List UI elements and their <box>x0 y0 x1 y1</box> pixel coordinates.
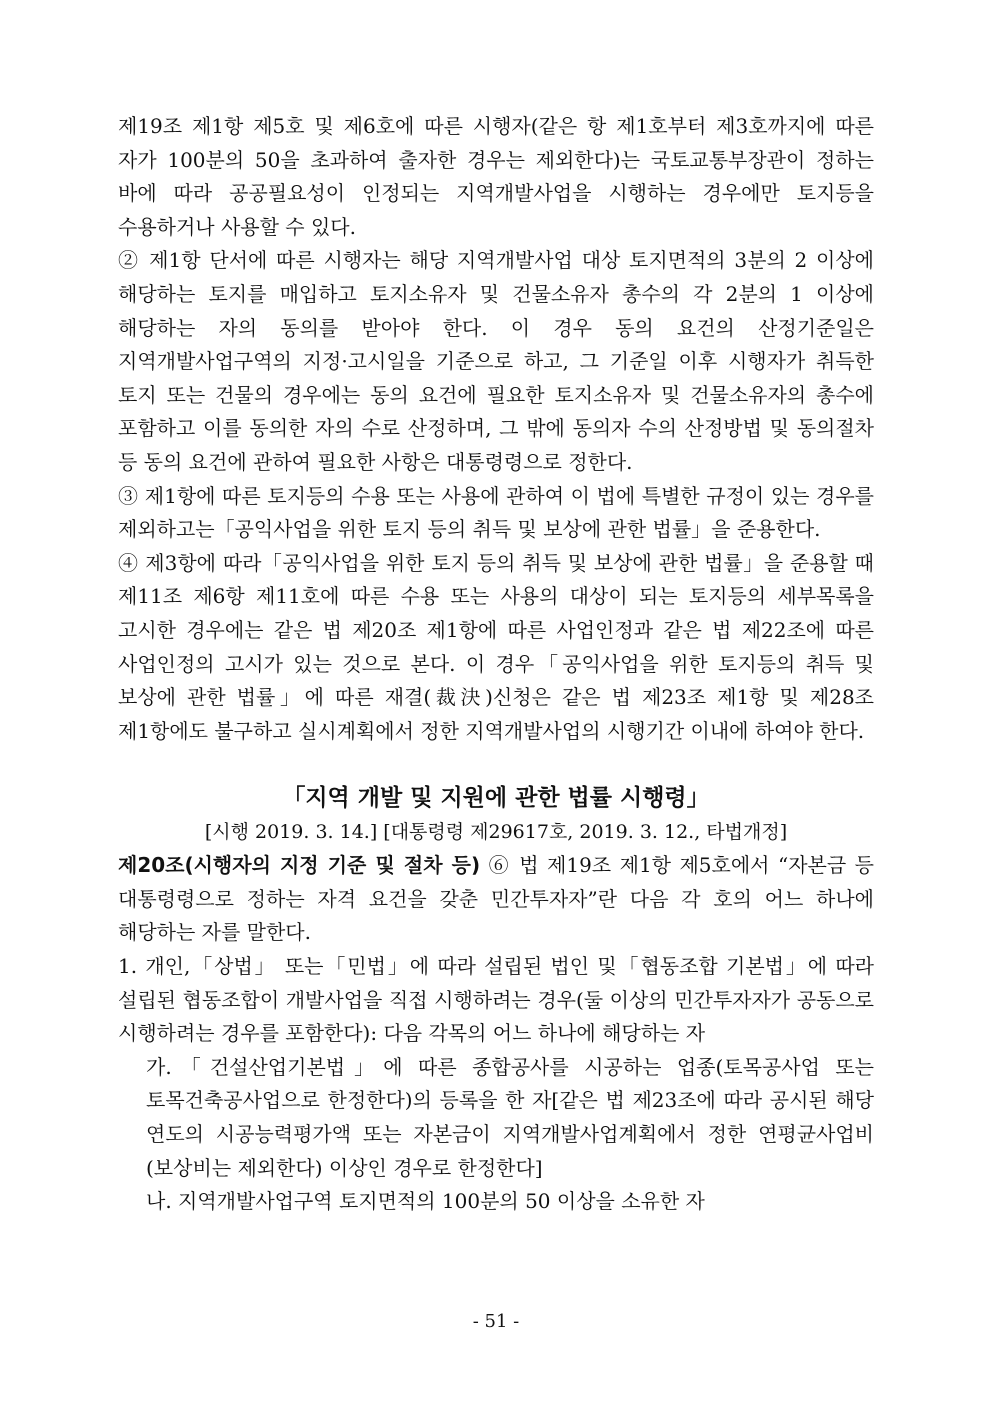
decree-meta: [시행 2019. 3. 14.] [대통령령 제29617호, 2019. 3. 12., 타법개정] <box>204 821 788 844</box>
law-paragraph-3: ③ 제1항에 따른 토지등의 수용 또는 사용에 관하여 이 법에 특별한 규정이 있는 경우를 제외하고는「공익사업을 위한 토지 등의 취득 및 보상에 관한 법률」을 준용한다. <box>118 483 874 542</box>
decree-item-1: 1. 개인,「상법」 또는「민법」에 따라 설립된 법인 및「협동조합 기본법」에 따라 설립된 협동조합이 개발사업을 직접 시행하려는 경우(둘 이상의 민간투자자가 공동으로 시행하려는 경우를 포함한다): 다음 각목의 어느 하나에 해당하는 자 <box>118 954 874 1046</box>
decree-title: 「지역 개발 및 지원에 관한 법률 시행령」 <box>282 785 710 812</box>
law-paragraph-intro: 제19조 제1항 제5호 및 제6호에 따른 시행자(같은 항 제1호부터 제3호까지에 따른 자가 100분의 50을 초과하여 출자한 경우는 제외한다)는 국토교통부장관이 정하는 바에 따라 공공필요성이 인정되는 지역개발사업을 시행하는 경우에만 토지등을 수용하거나 사용할 수 있다. <box>118 114 874 239</box>
page-number: - 51 - <box>472 1311 520 1332</box>
decree-item-1-na: 나. 지역개발사업구역 토지면적의 100분의 50 이상을 소유한 자 <box>146 1189 705 1214</box>
law-paragraph-2: ② 제1항 단서에 따른 시행자는 해당 지역개발사업 대상 토지면적의 3분의 2 이상에 해당하는 토지를 매입하고 토지소유자 및 건물소유자 총수의 각 2분의 1 이상에 해당하는 자의 동의를 받아야 한다. 이 경우 동의 요건의 산정기준일은 지역개발사업구역의 지정·고시일을 기준으로 하고, 그 기준일 이후 시행자가 취득한 토지 또는 건물의 경우에는 동의 요건에 필요한 토지소유자 및 건물소유자의 총수에 포함하고 이를 동의한 자의 수로 산정하며, 그 밖에 동의자 수의 산정방법 및 동의절차 등 동의 요건에 관하여 필요한 사항은 대통령령으로 정한다. <box>118 248 874 474</box>
decree-article-20 <box>118 849 874 950</box>
document-page <box>118 110 874 1219</box>
article-title: 제20조(시행자의 지정 기준 및 절차 등) <box>118 853 481 878</box>
law-paragraph-4: ④ 제3항에 따라「공익사업을 위한 토지 등의 취득 및 보상에 관한 법률」을 준용할 때 제11조 제6항 제11호에 따른 수용 또는 사용의 대상이 되는 토지등의 세부목록을 고시한 경우에는 같은 법 제20조 제1항에 따른 사업인정과 같은 법 제22조에 따른 사업인정의 고시가 있는 것으로 본다. 이 경우「공익사업을 위한 토지등의 취득 및 보상에 관한 법률」에 따른 재결(裁決)신청은 같은 법 제23조 제1항 및 제28조 제1항에도 불구하고 실시계획에서 정한 지역개발사업의 시행기간 이내에 하여야 한다. <box>118 550 874 743</box>
article-body: ⑥ 법 제19조 제1항 제5호에서 “자본금 등 대통령령으로 정하는 자격 요건을 갖춘 민간투자자”란 다음 각 호의 어느 하나에 해당하는 자를 말한다. <box>118 853 874 945</box>
decree-item-1-ga: 가.「건설산업기본법」에 따른 종합공사를 시공하는 업종(토목공사업 또는 토목건축공사업으로 한정한다)의 등록을 한 자[같은 법 제23조에 따라 공시된 해당 연도의 시공능력평가액 또는 자본금이 지역개발사업계획에서 정한 연평균사업비(보상비는 제외한다) 이상인 경우로 한정한다] <box>146 1054 874 1180</box>
